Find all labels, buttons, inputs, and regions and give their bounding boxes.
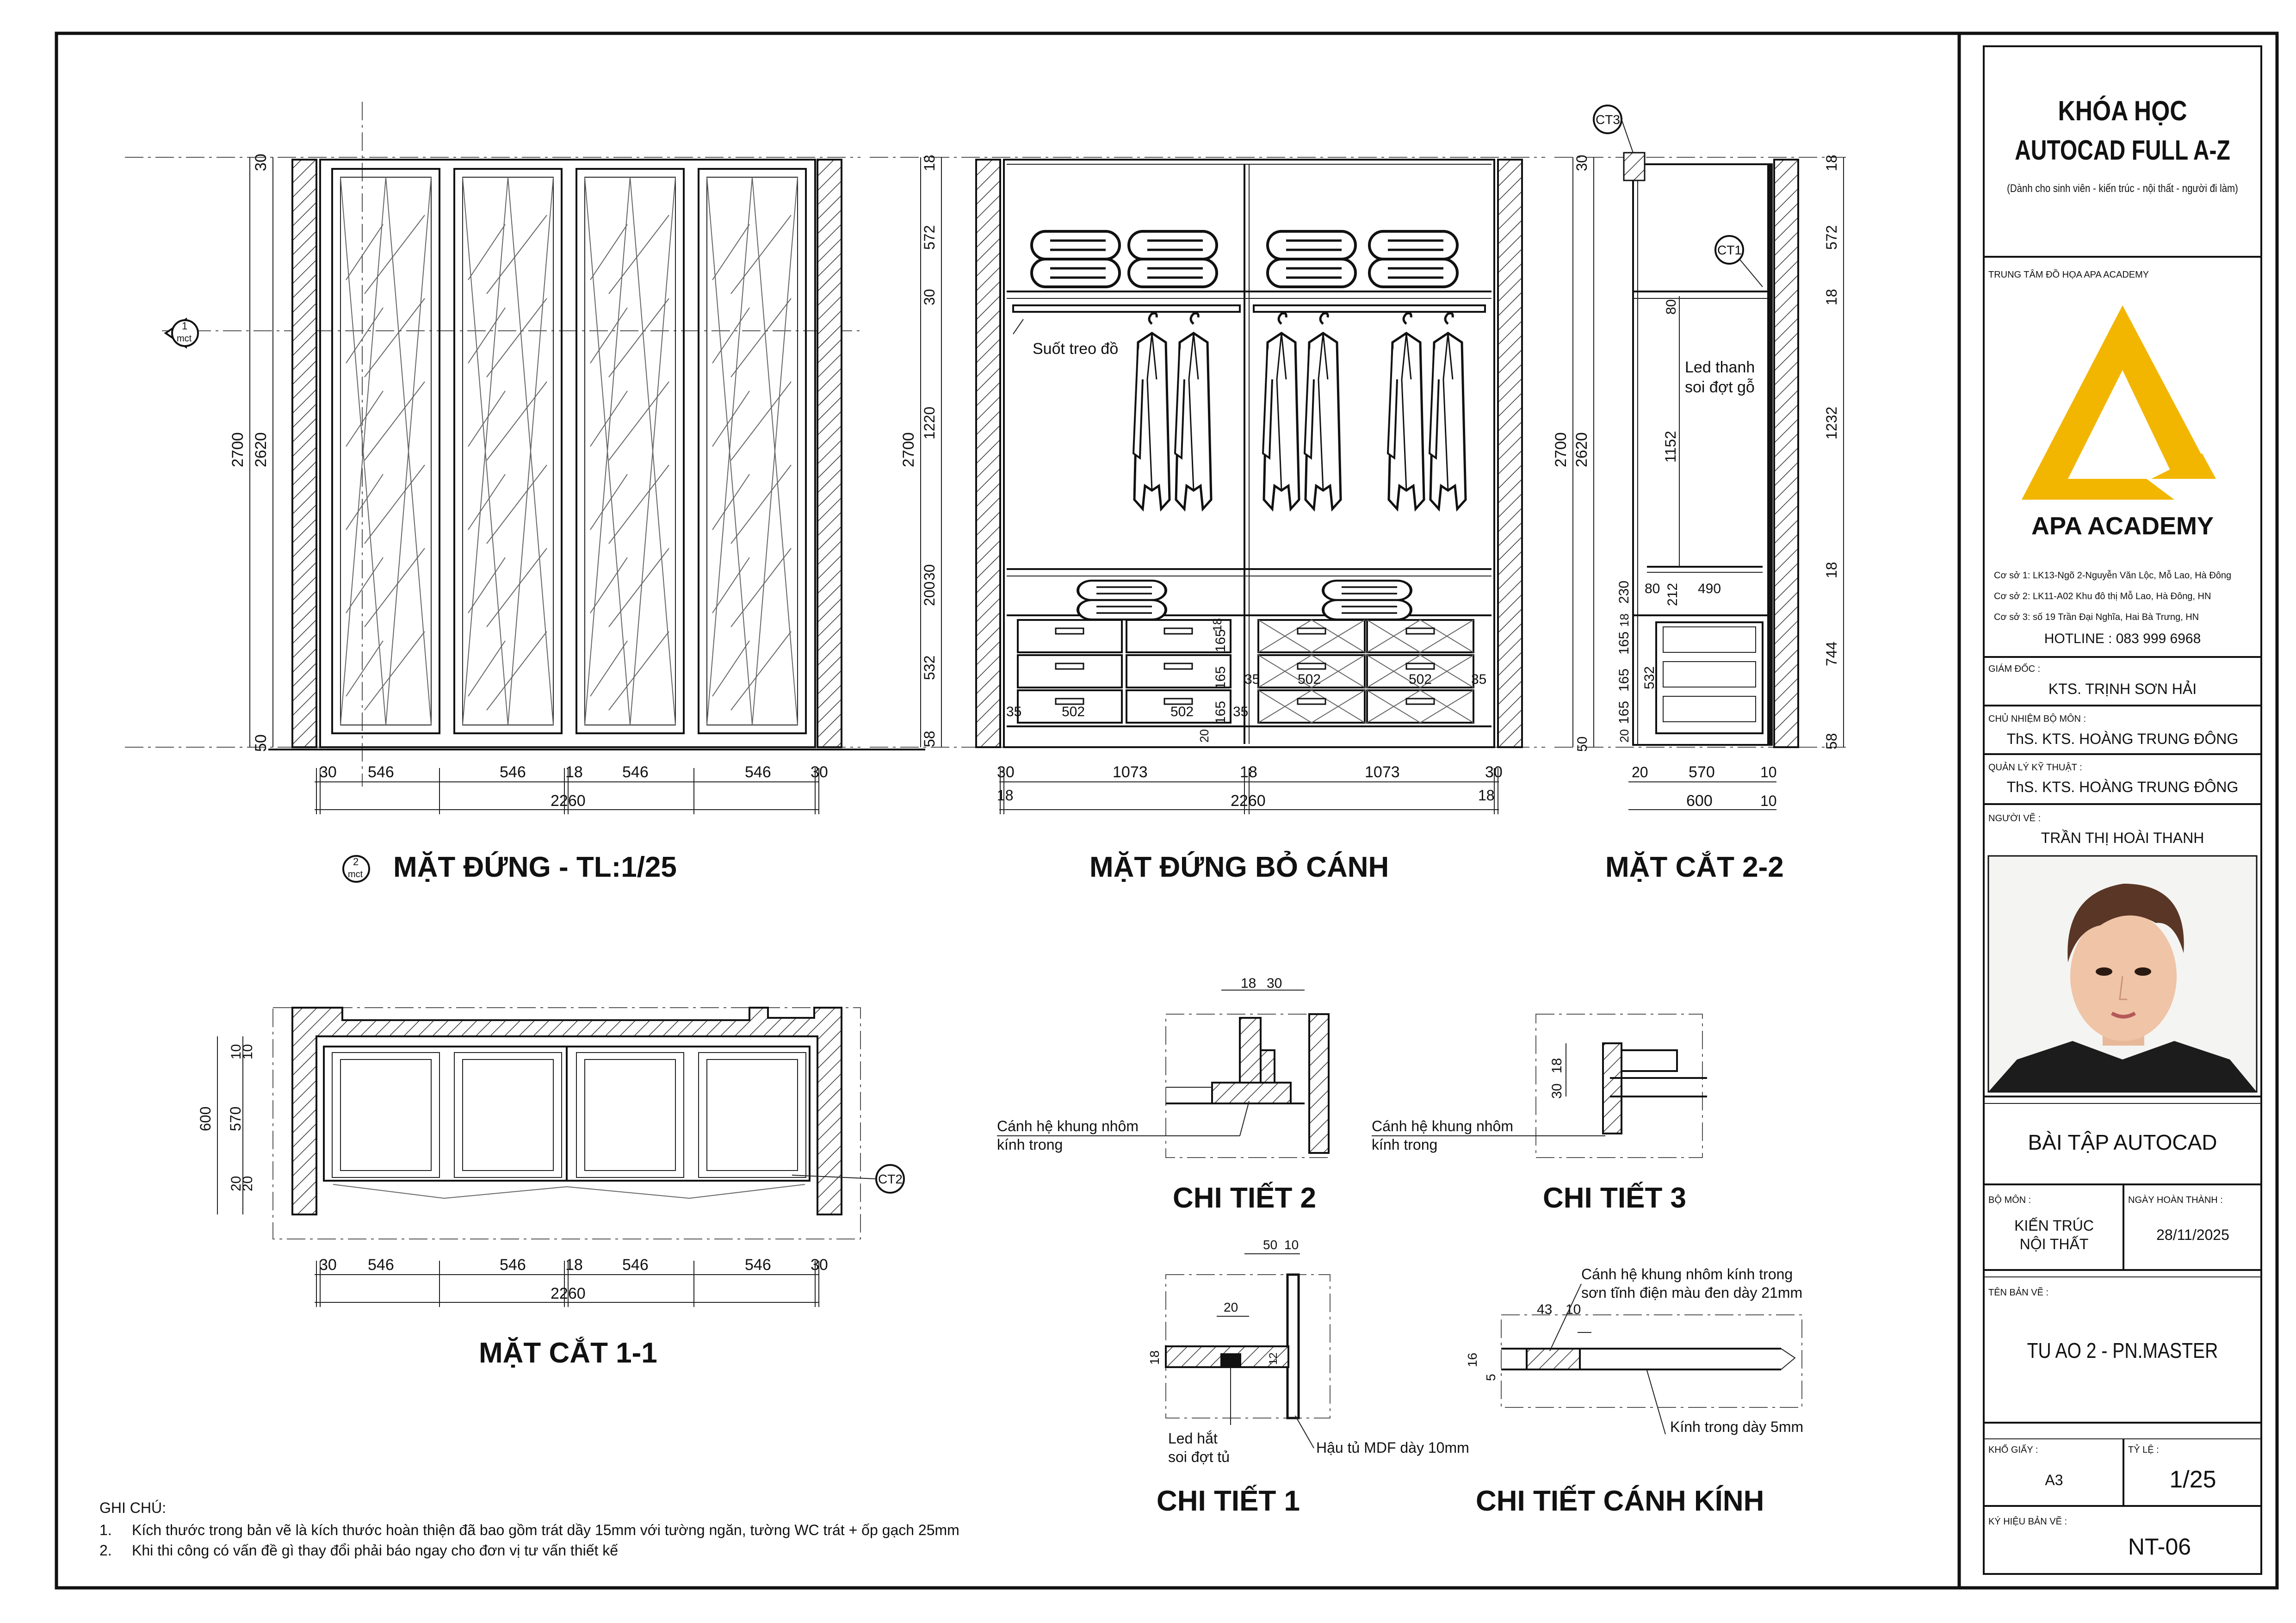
- elev-dim-h: 30: [319, 763, 337, 781]
- dg-label-2: sơn tĩnh điện màu đen dày 21mm: [1581, 1284, 1803, 1301]
- open-dim-2700: 2700: [900, 432, 917, 467]
- drawer-dim: 20: [1197, 729, 1211, 743]
- drawer: [1258, 690, 1365, 723]
- s22-dim-mid: 212: [1665, 582, 1680, 606]
- svg-text:TÊN BẢN VẼ :: TÊN BẢN VẼ :: [1988, 1288, 2049, 1298]
- s11-dim-v: 600: [197, 1106, 214, 1131]
- s22-dim-right: 572: [1823, 225, 1840, 250]
- svg-text:18: 18: [1147, 1350, 1162, 1365]
- s22-dim: 2620: [1573, 432, 1590, 467]
- led-label-1: Led thanh: [1685, 359, 1755, 376]
- detail-3-title: CHI TIẾT 3: [1543, 1182, 1687, 1214]
- elevation-title: MẶT ĐỨNG - TL:1/25: [393, 851, 677, 883]
- glass-reflection: [487, 632, 547, 710]
- s22-dim-mid: 165: [1616, 700, 1632, 724]
- s22-dim-mid: 490: [1698, 581, 1721, 596]
- s11-dim-h: 30: [811, 1256, 828, 1274]
- svg-text:mct: mct: [348, 869, 363, 880]
- note-2: Khi thi công có vấn đề gì thay đổi phải báo ngay cho đơn vị tư vấn thiết kế: [132, 1542, 619, 1559]
- drawer-name: TRẦN THỊ HOÀI THANH: [2041, 830, 2204, 846]
- svg-text:20: 20: [1224, 1300, 1238, 1314]
- drawer-dim: 18: [1210, 618, 1224, 632]
- drawer: [1367, 690, 1473, 723]
- drawer-glass-mark: [1258, 690, 1365, 723]
- open-total-2260: 2260: [1231, 792, 1266, 810]
- dg-glass-label: Kính trong dày 5mm: [1670, 1419, 1804, 1435]
- address-1: Cơ sở 1: LK13-Ngõ 2-Nguyễn Văn Lộc, Mỗ Lao, Hà Đông: [1994, 570, 2232, 581]
- s22-dim-right: 1232: [1823, 406, 1840, 440]
- glass-reflection: [468, 474, 505, 530]
- door-panel: [699, 169, 806, 733]
- drawer-dim: 502: [1298, 672, 1321, 687]
- s22-dim-h: 10: [1760, 764, 1777, 781]
- door-swing-mark: [463, 177, 553, 725]
- course-subtitle: (Dành cho sinh viên - kiến trúc - nội thất - người đi làm): [2007, 182, 2238, 195]
- plan-panel: [699, 1053, 806, 1177]
- glass-reflection: [346, 641, 383, 696]
- detail-glass-title: CHI TIẾT CÁNH KÍNH: [1476, 1485, 1764, 1517]
- s11-dim-h: 18: [565, 1256, 583, 1274]
- drawer-handle: [1056, 628, 1083, 634]
- s22-dim-mid: 532: [1642, 666, 1657, 689]
- s22-dim: 30: [1573, 155, 1590, 171]
- drawer-handle: [1406, 628, 1434, 634]
- glass-reflection: [346, 474, 383, 530]
- drawer-dim: 165: [1213, 629, 1228, 652]
- drawer-dim: 502: [1409, 672, 1432, 687]
- svg-text:2.: 2.: [99, 1542, 112, 1559]
- paper-size: A3: [2045, 1472, 2063, 1488]
- svg-text:2: 2: [353, 856, 359, 867]
- s11-dim-h: 546: [500, 1256, 526, 1274]
- d3-label-1: Cánh hệ khung nhôm: [1372, 1118, 1513, 1134]
- svg-text:18: 18: [1549, 1058, 1565, 1073]
- open-dim-v: 18: [921, 155, 938, 171]
- elev-dim-2700: 2700: [229, 432, 247, 467]
- svg-text:NGƯỜI VẼ :: NGƯỜI VẼ :: [1988, 813, 2041, 824]
- open-dim-v: 200: [921, 581, 938, 606]
- door-glass: [340, 177, 431, 725]
- glass-reflection: [365, 382, 425, 460]
- door-panel: [454, 169, 562, 733]
- glass-reflection: [731, 632, 791, 710]
- open-dim-v: 30: [921, 564, 938, 581]
- drawer-glass-mark: [1367, 620, 1473, 652]
- hotline: HOTLINE : 083 999 6968: [2044, 631, 2201, 646]
- elevation-open-view: [870, 155, 1545, 883]
- glass-reflection: [346, 224, 383, 280]
- address-3: Cơ sở 3: số 19 Trần Đại Nghĩa, Hai Bà Trưng, HN: [1994, 612, 2199, 622]
- plan-panel: [454, 1053, 562, 1177]
- svg-text:10: 10: [1284, 1238, 1299, 1252]
- drawer-dim: 502: [1170, 704, 1194, 719]
- svg-text:QUẢN LÝ KỸ THUẬT :: QUẢN LÝ KỸ THUẬT :: [1988, 762, 2082, 773]
- elev-dim-h: 30: [811, 763, 828, 781]
- author-photo: [1988, 856, 2257, 1092]
- elevation-open-title: MẶT ĐỨNG BỎ CÁNH: [1089, 851, 1389, 883]
- drawing-scale: 1/25: [2169, 1466, 2216, 1493]
- rod-label: Suốt treo đồ: [1033, 340, 1119, 358]
- exercise-label: BÀI TẬP AUTOCAD: [2028, 1130, 2217, 1154]
- s22-dim-h: 570: [1689, 763, 1715, 781]
- svg-text:43: 43: [1537, 1302, 1553, 1317]
- drawer-handle: [1298, 699, 1325, 704]
- door-panel: [332, 169, 439, 733]
- elev-dim-2620: 2620: [252, 432, 270, 467]
- drawer-handle: [1056, 663, 1083, 669]
- drawer-dim: 165: [1213, 700, 1228, 724]
- s22-dim-mid: 20: [1617, 729, 1631, 743]
- s22-dim-mid: 18: [1617, 613, 1631, 627]
- plan-glass: [340, 1059, 431, 1171]
- s22-dim-right: 18: [1823, 155, 1840, 171]
- s22-dim-mid: 165: [1616, 668, 1632, 692]
- s11-dim-v: 10: [240, 1044, 255, 1059]
- drawing-code: NT-06: [2128, 1534, 2191, 1560]
- drawer-dim: 165: [1213, 666, 1228, 689]
- d2-label-1: Cánh hệ khung nhôm: [997, 1118, 1139, 1134]
- svg-text:30: 30: [1549, 1083, 1565, 1099]
- elev-total-2260: 2260: [551, 792, 586, 810]
- plan-glass: [585, 1059, 675, 1171]
- open-dim-v: 572: [921, 225, 938, 250]
- svg-text:12: 12: [1267, 1352, 1280, 1365]
- drawer-dim: 35: [1471, 672, 1487, 687]
- center-name: TRUNG TÂM ĐỒ HỌA APA ACADEMY: [1988, 270, 2149, 280]
- elevation-view: [125, 102, 925, 883]
- svg-text:CT2: CT2: [878, 1172, 903, 1186]
- drawer-dim: 35: [1233, 704, 1249, 719]
- s22-dim-mid: 230: [1616, 580, 1632, 604]
- drawer-handle: [1298, 628, 1325, 634]
- section-11-title: MẶT CẮT 1-1: [479, 1337, 657, 1369]
- svg-text:mct: mct: [177, 334, 192, 344]
- drawer-handle: [1406, 699, 1434, 704]
- elev-dim-h: 18: [565, 763, 583, 781]
- open-dim-h: 30: [1485, 763, 1503, 781]
- open-dim-h: 18: [997, 787, 1014, 804]
- svg-text:CHỦ NHIỆM BỘ MÔN :: CHỦ NHIỆM BỘ MÔN :: [1988, 714, 2086, 724]
- drawer-handle: [1164, 699, 1192, 704]
- elev-dim-h: 546: [622, 763, 649, 781]
- elev-dim-30: 30: [252, 154, 270, 171]
- svg-text:10: 10: [1566, 1302, 1581, 1317]
- brand-name: APA ACADEMY: [2031, 512, 2214, 540]
- detail-glass-view: [1465, 1266, 1803, 1517]
- director-name: KTS. TRỊNH SƠN HẢI: [2048, 681, 2197, 697]
- d3-label-2: kính trong: [1372, 1136, 1438, 1153]
- glass-reflection: [731, 382, 791, 460]
- apa-logo: [2022, 305, 2225, 500]
- open-dim-h: 18: [1478, 787, 1495, 804]
- svg-text:30: 30: [1267, 976, 1282, 991]
- glass-reflection: [487, 465, 547, 544]
- svg-text:1.: 1.: [99, 1522, 112, 1538]
- glass-reflection: [590, 474, 627, 530]
- svg-text:5: 5: [1484, 1374, 1498, 1381]
- subject-2: NỘI THẤT: [2019, 1236, 2089, 1252]
- s11-dim-h: 546: [622, 1256, 649, 1274]
- door-swing-mark: [340, 177, 431, 725]
- s22-dim-h: 10: [1760, 793, 1777, 809]
- s22-dim-right: 58: [1823, 733, 1840, 750]
- drawer-handle: [1056, 699, 1083, 704]
- elev-dim-h: 546: [368, 763, 394, 781]
- d1-led-1: Led hắt: [1168, 1430, 1218, 1447]
- svg-text:NGÀY HOÀN THÀNH :: NGÀY HOÀN THÀNH :: [2128, 1195, 2223, 1205]
- drawer: [1258, 620, 1365, 652]
- svg-text:18: 18: [1241, 976, 1256, 991]
- s11-total-2260: 2260: [551, 1285, 586, 1302]
- s11-dim-h: 546: [745, 1256, 771, 1274]
- drawer-handle: [1406, 663, 1434, 669]
- detail-2-view: [997, 976, 1329, 1214]
- svg-text:KÝ HIỆU BẢN VẼ :: KÝ HIỆU BẢN VẼ :: [1988, 1517, 2067, 1527]
- open-dim-v: 58: [921, 731, 938, 747]
- drawer: [1367, 620, 1473, 652]
- subject-1: KIẾN TRÚC: [2014, 1217, 2094, 1234]
- tech-mgr-name: ThS. KTS. HOÀNG TRUNG ĐÔNG: [2006, 779, 2239, 795]
- s22-dim-mid: 80: [1645, 581, 1660, 596]
- s22-dim-right: 18: [1823, 562, 1840, 578]
- open-dim-v: 1220: [921, 406, 938, 440]
- detail-1-title: CHI TIẾT 1: [1157, 1485, 1300, 1517]
- drawer-handle: [1298, 663, 1325, 669]
- svg-text:16: 16: [1465, 1352, 1479, 1367]
- glass-reflection: [487, 382, 547, 460]
- detail-1-view: [1147, 1238, 1469, 1517]
- door-glass: [585, 177, 675, 725]
- svg-text:50: 50: [1263, 1238, 1278, 1252]
- s11-dim-v: 20: [229, 1176, 244, 1191]
- glass-reflection: [365, 465, 425, 544]
- glass-reflection: [609, 382, 669, 460]
- glass-reflection: [712, 641, 749, 696]
- course-title-2: AUTOCAD FULL A-Z: [2015, 134, 2230, 166]
- detail-3-view: [1372, 1014, 1707, 1214]
- s22-dim-h: 600: [1686, 792, 1713, 810]
- d1-led-2: soi đợt tủ: [1168, 1449, 1230, 1465]
- s11-dim-v: 20: [240, 1176, 255, 1191]
- d2-label-2: kính trong: [997, 1136, 1063, 1153]
- led-label-2: soi đợt gỗ: [1685, 378, 1755, 396]
- door-glass: [707, 177, 798, 725]
- plan-glass: [463, 1059, 553, 1171]
- plan-panel: [576, 1053, 684, 1177]
- plan-glass: [707, 1059, 798, 1171]
- open-dim-v: 532: [921, 655, 938, 680]
- svg-text:CT3: CT3: [1596, 112, 1620, 127]
- s22-dim: 2700: [1552, 432, 1570, 467]
- section-marker-2: [343, 856, 369, 882]
- svg-text:GIÁM ĐỐC :: GIÁM ĐỐC :: [1988, 664, 2041, 674]
- elev-dim-h: 546: [500, 763, 526, 781]
- door-swing-mark: [707, 177, 798, 725]
- glass-reflection: [609, 465, 669, 544]
- s22-dim-mid: 165: [1616, 631, 1632, 655]
- door-panel: [576, 169, 684, 733]
- drawer-handle: [1164, 628, 1192, 634]
- drawer-glass-mark: [1367, 690, 1473, 723]
- drawer-dim: 35: [1006, 704, 1022, 719]
- elev-dim-h: 546: [745, 763, 771, 781]
- door-glass: [463, 177, 553, 725]
- plan-panel: [332, 1053, 439, 1177]
- open-dim-h: 1073: [1113, 763, 1148, 781]
- glass-reflection: [712, 224, 749, 280]
- completion-date: 28/11/2025: [2156, 1227, 2229, 1243]
- notes-heading: GHI CHÚ:: [99, 1499, 166, 1516]
- drawer: [1018, 620, 1122, 652]
- section-11-view: [197, 1008, 904, 1369]
- s11-dim-h: 30: [319, 1256, 337, 1274]
- open-dim-v: 30: [921, 289, 938, 305]
- glass-reflection: [468, 641, 505, 696]
- drawer: [1018, 655, 1122, 688]
- d1-back-label: Hậu tủ MDF dày 10mm: [1316, 1439, 1469, 1456]
- dg-label-1: Cánh hệ khung nhôm kính trong: [1581, 1266, 1793, 1282]
- section-22-title: MẶT CẮT 2-2: [1605, 851, 1784, 883]
- glass-reflection: [590, 641, 627, 696]
- glass-reflection: [590, 224, 627, 280]
- glass-reflection: [365, 632, 425, 710]
- svg-text:BỘ MÔN :: BỘ MÔN :: [1988, 1195, 2031, 1205]
- address-2: Cơ sở 2: LK11-A02 Khu đô thị Mỗ Lao, Hà Đông, HN: [1994, 591, 2211, 601]
- s11-dim-v: 570: [227, 1106, 244, 1131]
- svg-text:1: 1: [182, 320, 188, 332]
- open-dim-h: 1073: [1365, 763, 1400, 781]
- s22-dim-mid: 1152: [1662, 431, 1679, 463]
- drawer-dim: 502: [1062, 704, 1085, 719]
- s22-dim-right: 18: [1823, 289, 1840, 305]
- s11-dim-h: 546: [368, 1256, 394, 1274]
- svg-text:CT1: CT1: [1717, 243, 1742, 257]
- elev-dim-50: 50: [252, 734, 270, 752]
- notes: [99, 1499, 959, 1559]
- glass-reflection: [712, 474, 749, 530]
- svg-text:TỶ LỆ :: TỶ LỆ :: [2128, 1445, 2159, 1455]
- course-title-1: KHÓA HỌC: [2058, 95, 2187, 126]
- s22-dim-h: 20: [1632, 764, 1648, 781]
- svg-text:KHỔ GIẤY :: KHỔ GIẤY :: [1988, 1445, 2038, 1455]
- glass-reflection: [609, 632, 669, 710]
- open-dim-h: 18: [1240, 763, 1257, 781]
- glass-reflection: [468, 224, 505, 280]
- drawer-handle: [1164, 663, 1192, 669]
- title-block: [1984, 95, 2261, 1560]
- dept-head-name: ThS. KTS. HOÀNG TRUNG ĐÔNG: [2006, 731, 2239, 747]
- door-swing-mark: [585, 177, 675, 725]
- s11-dim-v: 10: [229, 1044, 244, 1059]
- s22-dim-mid: 80: [1664, 299, 1679, 315]
- section-marker-1: [166, 319, 198, 347]
- drawing-name: TU AO 2 - PN.MASTER: [2027, 1339, 2218, 1363]
- s22-dim-right: 744: [1823, 641, 1840, 666]
- s22-dim: 50: [1575, 736, 1590, 752]
- section-22-view: [1552, 105, 1846, 883]
- drawer-dim: 35: [1244, 672, 1260, 687]
- glass-reflection: [731, 465, 791, 544]
- detail-2-title: CHI TIẾT 2: [1173, 1182, 1317, 1214]
- drawer-glass-mark: [1258, 620, 1365, 652]
- note-1: Kích thước trong bản vẽ là kích thước hoàn thiện đã bao gồm trát dầy 15mm với tường ngăn, tường WC trát + ốp gạch 25mm: [132, 1522, 959, 1538]
- open-dim-h: 30: [997, 763, 1015, 781]
